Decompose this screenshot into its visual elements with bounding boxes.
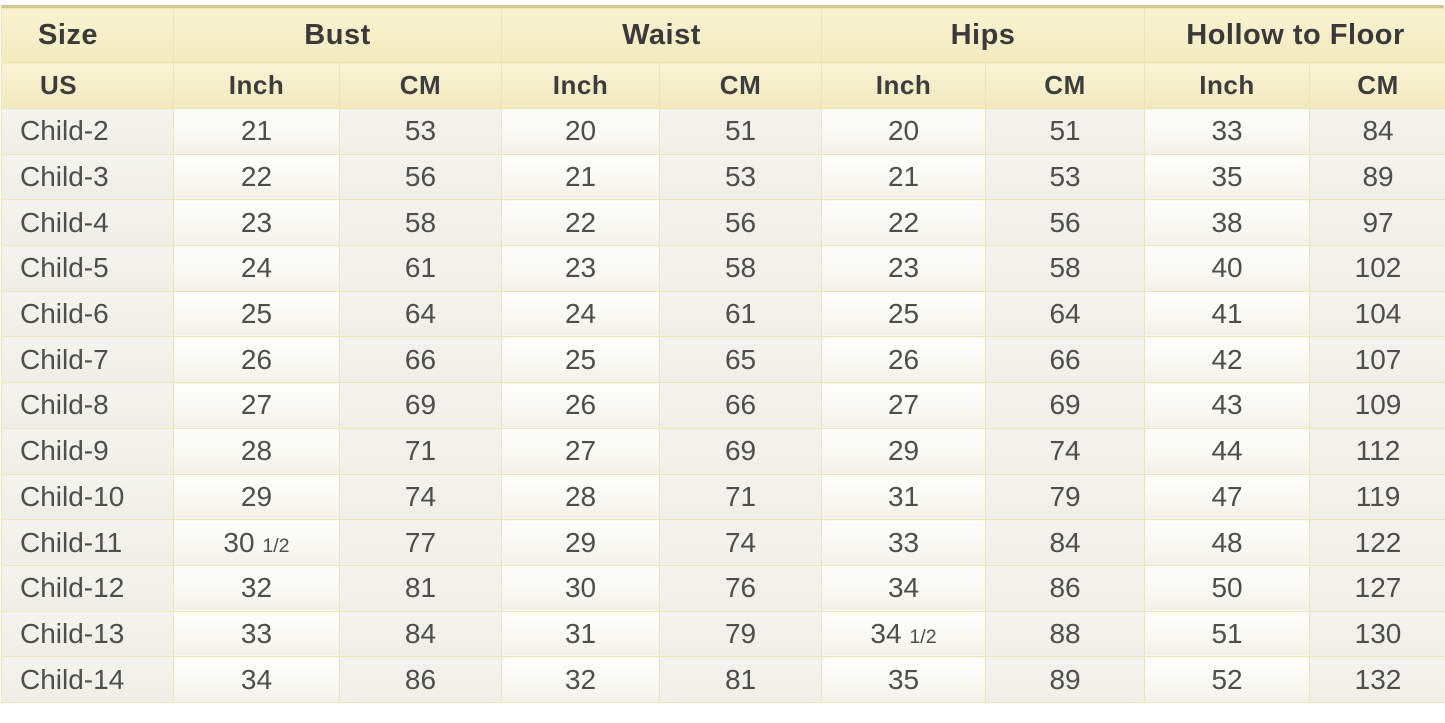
value-cell: 84: [340, 611, 502, 657]
value-cell: 74: [340, 474, 502, 520]
table-row: [2, 657, 1445, 703]
sub-header-hips-inch: Inch: [822, 63, 986, 109]
value-cell: 84: [986, 520, 1145, 566]
value-cell: 29: [822, 428, 986, 474]
table-row: [2, 200, 1445, 246]
value-cell: 127: [1310, 565, 1445, 611]
value-cell: 43: [1145, 383, 1310, 429]
value-cell: 104: [1310, 291, 1445, 337]
value-cell: 84: [1310, 109, 1445, 155]
value-cell: 29: [174, 474, 340, 520]
table-row: [2, 291, 1445, 337]
size-cell: Child-14: [2, 657, 174, 703]
size-cell: Child-11: [2, 520, 174, 566]
value-cell: 79: [986, 474, 1145, 520]
value-cell: 65: [660, 337, 822, 383]
value-cell: 33: [822, 520, 986, 566]
value-cell: 41: [1145, 291, 1310, 337]
value-cell: 32: [502, 657, 660, 703]
value-cell: 56: [340, 154, 502, 200]
sub-header-us: US: [2, 63, 174, 109]
value-cell: 34: [174, 657, 340, 703]
value-cell: 76: [660, 565, 822, 611]
table-row: [2, 520, 1445, 566]
value-cell: 58: [986, 246, 1145, 292]
col-group-hips: Hips: [822, 9, 1145, 63]
value-cell: 61: [340, 246, 502, 292]
value-cell: 28: [502, 474, 660, 520]
value-cell: 22: [502, 200, 660, 246]
value-cell: 25: [502, 337, 660, 383]
value-cell: 53: [986, 154, 1145, 200]
value-cell: 23: [822, 246, 986, 292]
value-cell: 97: [1310, 200, 1445, 246]
value-cell: 48: [1145, 520, 1310, 566]
table-row: [2, 109, 1445, 155]
value-cell: 26: [822, 337, 986, 383]
value-cell: 32: [174, 565, 340, 611]
value-cell: 26: [174, 337, 340, 383]
value-cell: 20: [822, 109, 986, 155]
value-cell: 53: [660, 154, 822, 200]
size-cell: Child-4: [2, 200, 174, 246]
size-cell: Child-6: [2, 291, 174, 337]
col-group-waist: Waist: [502, 9, 822, 63]
value-cell: 23: [174, 200, 340, 246]
size-cell: Child-3: [2, 154, 174, 200]
value-cell: 50: [1145, 565, 1310, 611]
table-row: [2, 246, 1445, 292]
value-cell: 89: [1310, 154, 1445, 200]
value-cell: 81: [660, 657, 822, 703]
value-cell: 33: [1145, 109, 1310, 155]
value-cell: 29: [502, 520, 660, 566]
value-cell: 47: [1145, 474, 1310, 520]
col-group-hollow-to-floor: Hollow to Floor: [1145, 9, 1445, 63]
value-cell: 86: [340, 657, 502, 703]
value-cell: 34 1/2: [822, 611, 986, 657]
value-cell: 51: [1145, 611, 1310, 657]
value-cell: 58: [340, 200, 502, 246]
value-cell: 42: [1145, 337, 1310, 383]
table-row: [2, 474, 1445, 520]
value-cell: 71: [340, 428, 502, 474]
value-cell: 31: [502, 611, 660, 657]
value-cell: 130: [1310, 611, 1445, 657]
value-cell: 109: [1310, 383, 1445, 429]
value-cell: 88: [986, 611, 1145, 657]
value-cell: 28: [174, 428, 340, 474]
value-cell: 79: [660, 611, 822, 657]
value-cell: 122: [1310, 520, 1445, 566]
value-cell: 30 1/2: [174, 520, 340, 566]
value-cell: 25: [822, 291, 986, 337]
size-cell: Child-5: [2, 246, 174, 292]
sub-header-hollow-cm: CM: [1310, 63, 1445, 109]
value-cell: 27: [502, 428, 660, 474]
value-cell: 53: [340, 109, 502, 155]
value-cell: 107: [1310, 337, 1445, 383]
value-cell: 31: [822, 474, 986, 520]
value-cell: 25: [174, 291, 340, 337]
value-cell: 51: [660, 109, 822, 155]
sub-header-hollow-inch: Inch: [1145, 63, 1310, 109]
value-cell: 21: [822, 154, 986, 200]
value-cell: 58: [660, 246, 822, 292]
value-cell: 61: [660, 291, 822, 337]
sub-header-waist-cm: CM: [660, 63, 822, 109]
col-group-bust: Bust: [174, 9, 502, 63]
value-cell: 30: [502, 565, 660, 611]
value-cell: 35: [1145, 154, 1310, 200]
sub-header-hips-cm: CM: [986, 63, 1145, 109]
value-cell: 51: [986, 109, 1145, 155]
size-cell: Child-9: [2, 428, 174, 474]
size-chart-table: [1, 8, 1445, 703]
table-row: [2, 428, 1445, 474]
table-row: [2, 611, 1445, 657]
value-cell: 26: [502, 383, 660, 429]
col-group-size: Size: [2, 9, 174, 63]
unit-header-row: [2, 63, 1445, 109]
table-row: [2, 383, 1445, 429]
value-cell: 132: [1310, 657, 1445, 703]
value-cell: 119: [1310, 474, 1445, 520]
sub-header-bust-cm: CM: [340, 63, 502, 109]
value-cell: 52: [1145, 657, 1310, 703]
value-cell: 74: [660, 520, 822, 566]
value-cell: 89: [986, 657, 1145, 703]
value-cell: 71: [660, 474, 822, 520]
value-cell: 22: [174, 154, 340, 200]
size-cell: Child-13: [2, 611, 174, 657]
table-row: [2, 337, 1445, 383]
value-cell: 64: [986, 291, 1145, 337]
value-cell: 33: [174, 611, 340, 657]
sub-header-waist-inch: Inch: [502, 63, 660, 109]
value-cell: 35: [822, 657, 986, 703]
value-cell: 38: [1145, 200, 1310, 246]
value-cell: 66: [986, 337, 1145, 383]
table-row: [2, 154, 1445, 200]
value-cell: 27: [822, 383, 986, 429]
value-cell: 44: [1145, 428, 1310, 474]
value-cell: 81: [340, 565, 502, 611]
value-cell: 24: [502, 291, 660, 337]
size-cell: Child-2: [2, 109, 174, 155]
value-cell: 56: [660, 200, 822, 246]
value-cell: 40: [1145, 246, 1310, 292]
value-cell: 66: [660, 383, 822, 429]
value-cell: 23: [502, 246, 660, 292]
value-cell: 69: [340, 383, 502, 429]
sub-header-bust-inch: Inch: [174, 63, 340, 109]
value-cell: 69: [660, 428, 822, 474]
value-cell: 86: [986, 565, 1145, 611]
size-cell: Child-10: [2, 474, 174, 520]
value-cell: 22: [822, 200, 986, 246]
value-cell: 56: [986, 200, 1145, 246]
value-cell: 20: [502, 109, 660, 155]
value-cell: 24: [174, 246, 340, 292]
size-cell: Child-8: [2, 383, 174, 429]
value-cell: 34: [822, 565, 986, 611]
size-cell: Child-7: [2, 337, 174, 383]
value-cell: 74: [986, 428, 1145, 474]
value-cell: 64: [340, 291, 502, 337]
value-cell: 66: [340, 337, 502, 383]
value-cell: 77: [340, 520, 502, 566]
size-cell: Child-12: [2, 565, 174, 611]
column-group-header-row: [2, 9, 1445, 63]
value-cell: 27: [174, 383, 340, 429]
value-cell: 21: [502, 154, 660, 200]
value-cell: 112: [1310, 428, 1445, 474]
value-cell: 102: [1310, 246, 1445, 292]
table-row: [2, 565, 1445, 611]
value-cell: 69: [986, 383, 1145, 429]
value-cell: 21: [174, 109, 340, 155]
